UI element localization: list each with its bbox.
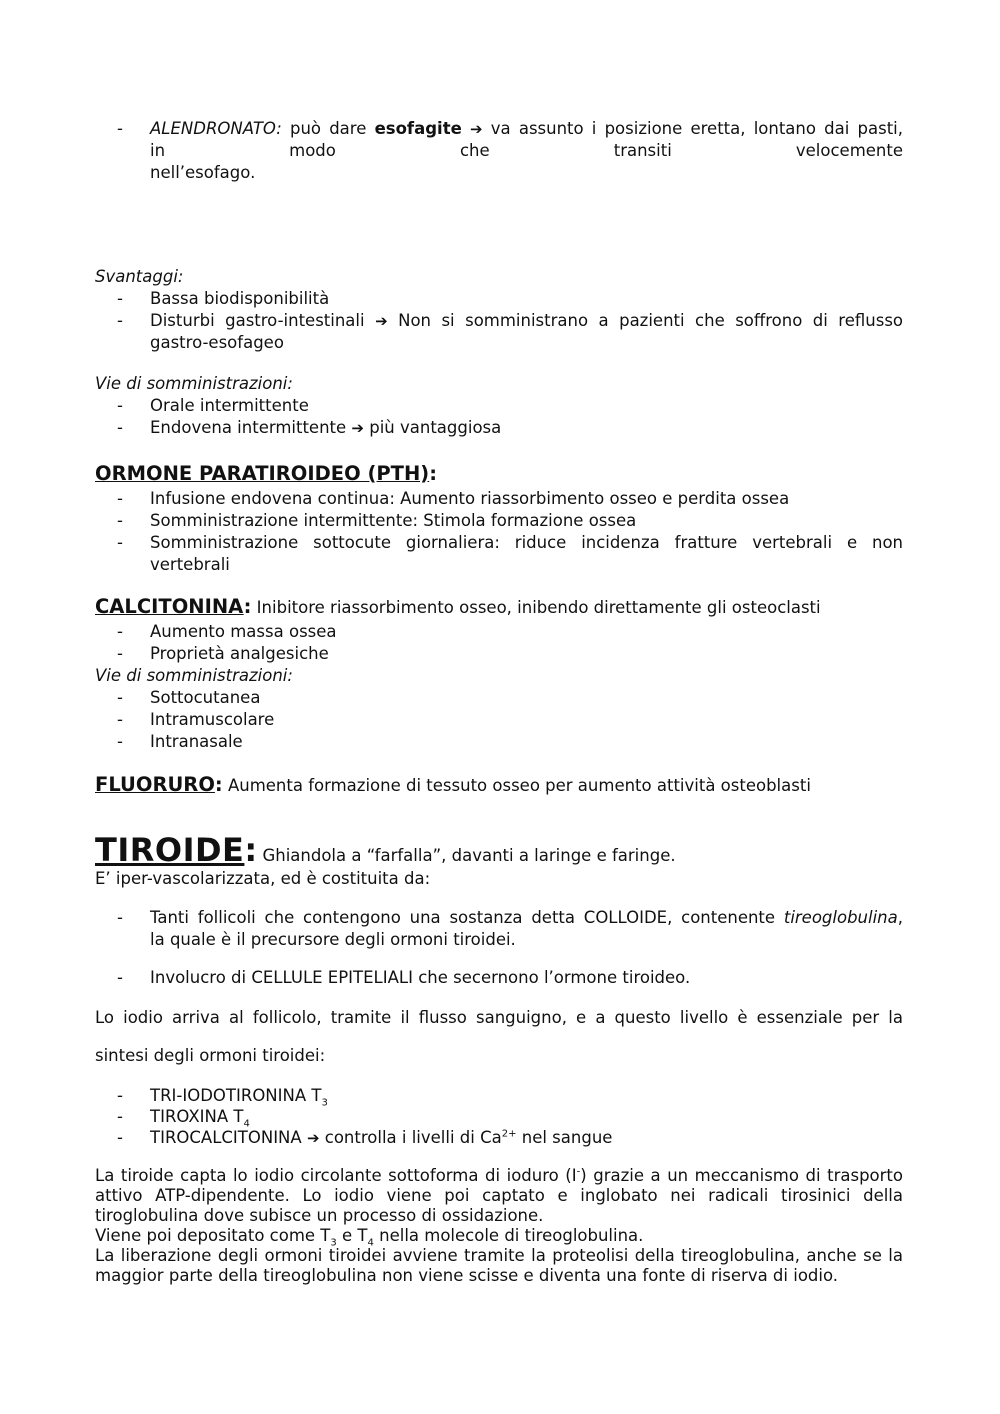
hormones-list bbox=[95, 1085, 903, 1149]
calcitonina-heading: CALCITONINA bbox=[95, 595, 244, 618]
list-item: - Bassa biodisponibilità bbox=[117, 289, 330, 308]
alendronato-line1: ALENDRONATO: può dare esofagite ➔ va assunto i posizione eretta, lontano dai pasti, bbox=[150, 119, 904, 138]
tiroide-para1-line2: sintesi degli ormoni tiroidei: bbox=[95, 1046, 326, 1065]
list-item: - TIROCALCITONINA ➔ controlla i livelli di $Ca^{2+}$ nel sangue bbox=[117, 1128, 613, 1147]
list-item: - Endovena intermittente ➔ più vantaggiosa bbox=[117, 418, 502, 437]
vie-title: Vie di somministrazioni: bbox=[95, 374, 293, 393]
tiroide-intro: E’ iper-vascolarizzata, ed è costituita da: bbox=[95, 869, 431, 888]
fluoruro-heading: FLUORURO bbox=[95, 773, 215, 796]
list-item: - Intramuscolare bbox=[117, 710, 275, 729]
arrow-icon: ➔ bbox=[375, 312, 388, 330]
svantaggi-title: Svantaggi: bbox=[95, 267, 184, 286]
arrow-icon: ➔ bbox=[306, 1129, 320, 1147]
pth-heading: ORMONE PARATIROIDEO (PTH) bbox=[95, 462, 430, 485]
arrow-icon: ➔ bbox=[351, 419, 364, 437]
esofagite-term: esofagite bbox=[374, 119, 462, 138]
vie-section-1 bbox=[95, 373, 903, 439]
tiroide-para2: La tiroide capta lo iodio circolante sottoforma di ioduro (I-) grazie a un meccanismo di trasporto attivo ATP-dipendente. Lo iodio viene poi captato e inglobato nei radicali tirosinici della tiroglobulina dove subisce un processo di ossidazione. Viene poi depositato come $T_3$ e $T_4$ nella molecole di tireoglobulina. La liberazione degli ormoni tiroidei avviene tramite la proteolisi della tireoglobulina, anche se la maggior parte della tireoglobulina non viene scisse e diventa una fonte di riserva di iodio. bbox=[95, 1166, 903, 1285]
svantaggi-section bbox=[95, 266, 903, 354]
alendronato-line2: in modo che transiti velocemente bbox=[150, 141, 903, 160]
arrow-icon: ➔ bbox=[469, 120, 483, 138]
list-item: - Orale intermittente bbox=[117, 396, 309, 415]
pth-section: ORMONE PARATIROIDEO (PTH): - Infusione endovena continua: Aumento riassorbimento osseo e perdita ossea - Somministrazione intermittente: Stimola formazione ossea - Somministrazione sottocute giornaliera: riduce incidenza fratture vertebrali e non vertebrali bbox=[95, 462, 903, 574]
list-item: - Aumento massa ossea bbox=[117, 622, 337, 641]
calcitonina-section: CALCITONINA: Inibitore riassorbimento osseo, inibendo direttamente gli osteoclasti - Aumento massa ossea - Proprietà analgesiche Vie di somministrazioni: - Sottocutanea - Intramuscolare - Intranasale bbox=[95, 594, 903, 753]
list-item: - Somministrazione intermittente: Stimola formazione ossea bbox=[117, 511, 637, 530]
tiroide-heading: TIROIDE bbox=[95, 831, 245, 869]
list-item: - Disturbi gastro-intestinali ➔ Non si somministrano a pazienti che soffrono di reflusso gastro-esofageo bbox=[117, 311, 904, 352]
list-item: - Intranasale bbox=[117, 732, 243, 751]
list-item: - TIROXINA $T_4$ bbox=[117, 1107, 250, 1130]
list-item: - Infusione endovena continua: Aumento riassorbimento osseo e perdita ossea bbox=[117, 489, 790, 508]
tiroide-para1-line1: Lo iodio arriva al follicolo, tramite il flusso sanguigno, e a questo livello è essenziale per la bbox=[95, 1008, 903, 1027]
alendronato-line3: nell’esofago. bbox=[150, 163, 256, 182]
list-item: - Proprietà analgesiche bbox=[117, 644, 329, 663]
alendronato-item bbox=[95, 118, 903, 184]
list-item: - TRI-IODOTIRONINA $T_3$ bbox=[117, 1086, 328, 1109]
tiroide-item-involucro: - Involucro di CELLULE EPITELIALI che secernono l’ormone tiroideo. bbox=[117, 968, 691, 987]
tiroide-item-follicoli: - Tanti follicoli che contengono una sostanza detta COLLOIDE, contenente tireoglobulina, la quale è il precursore degli ormoni tiroidei. bbox=[117, 908, 903, 949]
alendronato-name: ALENDRONATO: bbox=[150, 119, 282, 138]
list-item: - Somministrazione sottocute giornaliera: riduce incidenza fratture vertebrali e non vertebrali bbox=[117, 533, 903, 574]
list-dash: - bbox=[117, 119, 123, 138]
fluoruro-section: FLUORURO: Aumenta formazione di tessuto osseo per aumento attività osteoblasti bbox=[95, 773, 811, 796]
list-item: - Sottocutanea bbox=[117, 688, 261, 707]
tiroide-heading-line: TIROIDE: Ghiandola a “farfalla”, davanti a laringe e faringe. bbox=[95, 831, 676, 869]
vie-title: Vie di somministrazioni: bbox=[95, 666, 293, 685]
